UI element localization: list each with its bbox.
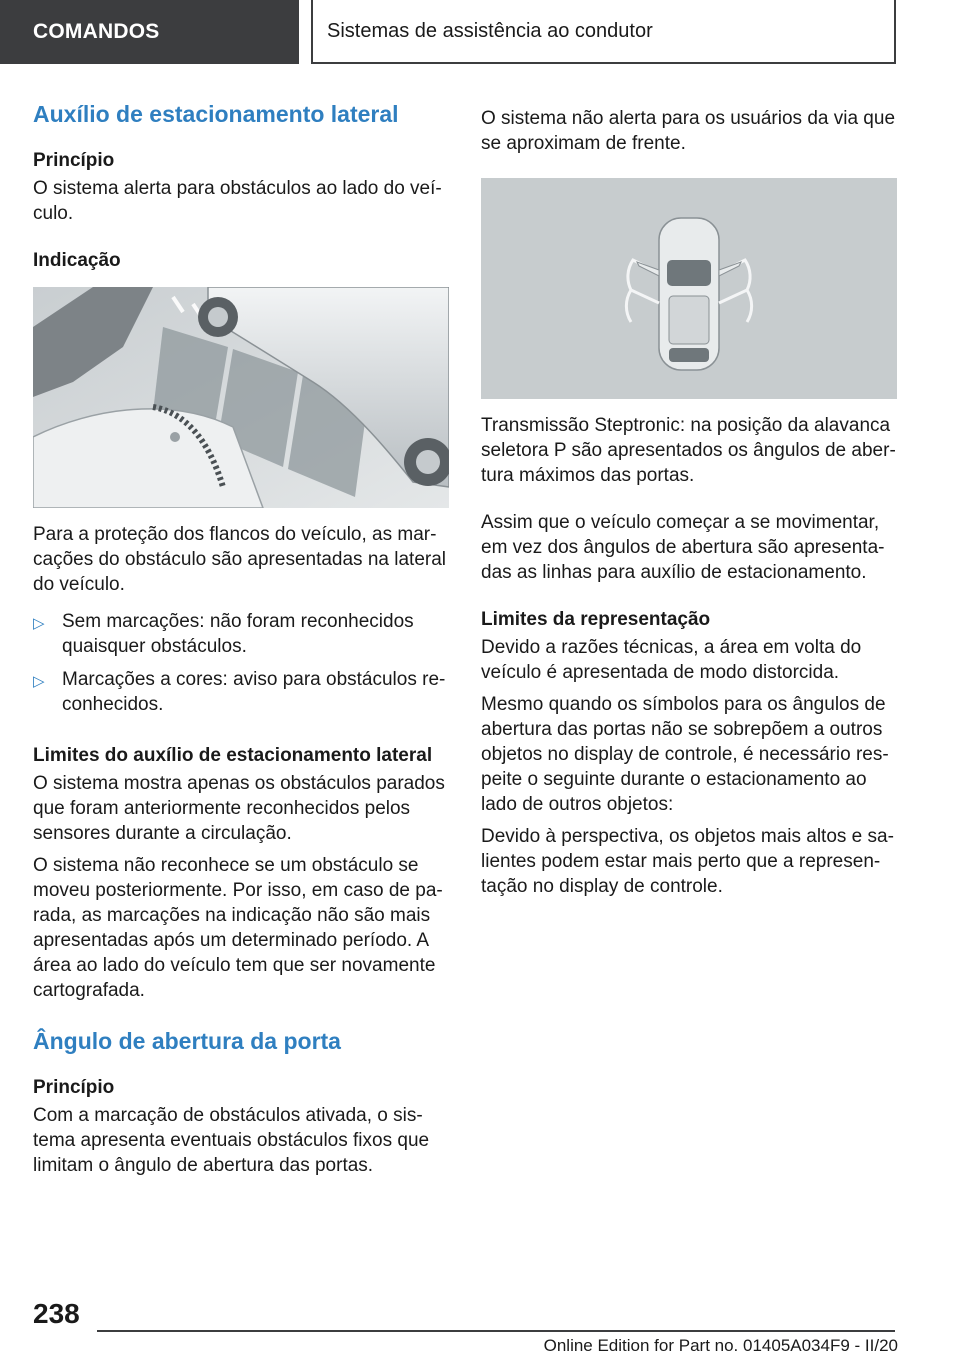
page-header — [0, 0, 960, 66]
bullet-triangle-icon: ▷ — [33, 615, 45, 632]
list-item-text: Sem marcações: não foram reconhecidos quaisquer obstáculos. — [62, 611, 414, 657]
door-angle-illustration — [481, 178, 897, 399]
paragraph-movimentar: Assim que o veículo começar a se movimentar, em vez dos ângulos de abertura são apresentadas as linhas para auxílio de estacionamento. — [481, 512, 885, 583]
subheading-limites-representacao: Limites da representação — [481, 609, 711, 630]
list-item-text: Marcações a cores: aviso para obstáculos reconhecidos. — [62, 669, 446, 715]
right-column — [481, 106, 897, 921]
bullet-triangle-icon: ▷ — [33, 673, 45, 690]
edition-note: Online Edition for Part no. 01405A034F9 - II/20 — [543, 1336, 898, 1355]
section-title: Sistemas de assistência ao condutor — [311, 0, 896, 64]
paragraph-limites-2: O sistema não reconhece se um obstáculo se moveu posteriormente. Por isso, em caso de parada, as marcações na indicação não são mais apresentadas após um determinado período. A área ao lado do veículo tem que ser novamente cartografada. — [33, 855, 443, 1001]
chapter-tab: COMANDOS — [0, 0, 299, 64]
footer-divider — [97, 1330, 895, 1332]
paragraph-limites-1: O sistema mostra apenas os obstáculos parados que foram anteriormente reconhecidos pelos sensores durante a circulação. — [33, 773, 445, 844]
paragraph-steptronic: Transmissão Steptronic: na posição da alavanca seletora P são apresentados os ângulos de abertura máximos das portas. — [481, 415, 896, 486]
marking-list — [33, 609, 449, 717]
page-number: 238 — [33, 1298, 80, 1329]
parking-side-illustration — [33, 287, 449, 508]
paragraph-frente: O sistema não alerta para os usuários da via que se aproximam de frente. — [481, 108, 896, 154]
paragraph-principio-2: Com a marcação de obstáculos ativada, o sistema apresenta eventuais obstáculos fixos que limitam o ângulo de abertura das portas. — [33, 1105, 430, 1176]
paragraph-principio: O sistema alerta para obstáculos ao lado do veículo. — [33, 178, 442, 224]
paragraph-protecao: Para a proteção dos flancos do veículo, as marcações do obstáculo são apresentadas na lateral do veículo. — [33, 524, 446, 595]
door-angle-graphic — [481, 178, 897, 399]
parking-side-graphic — [33, 287, 449, 508]
paragraph-representacao-3: Devido à perspectiva, os objetos mais altos e salientes podem estar mais perto que a representação no display de controle. — [481, 826, 894, 897]
paragraph-representacao-1: Devido a razões técnicas, a área em volta do veículo é apresentada de modo distorcida. — [481, 637, 862, 683]
list-item — [33, 667, 449, 717]
subheading-principio-2: Princípio — [33, 1077, 115, 1098]
subheading-limites-lateral: Limites do auxílio de estacionamento lateral — [33, 745, 433, 766]
paragraph-representacao-2: Mesmo quando os símbolos para os ângulos de abertura das portas não se sobrepõem a outros objetos no display de controle, é necessário respeite o seguinte durante o estacionamento ao lado de outros objetos: — [481, 694, 889, 815]
subheading-principio: Princípio — [33, 150, 115, 171]
heading-angulo-porta: Ângulo de abertura da porta — [33, 1028, 341, 1054]
heading-auxilio-lateral: Auxílio de estacionamento lateral — [33, 101, 399, 127]
subheading-indicacao: Indicação — [33, 250, 121, 271]
left-column — [33, 96, 449, 1200]
list-item — [33, 609, 449, 659]
